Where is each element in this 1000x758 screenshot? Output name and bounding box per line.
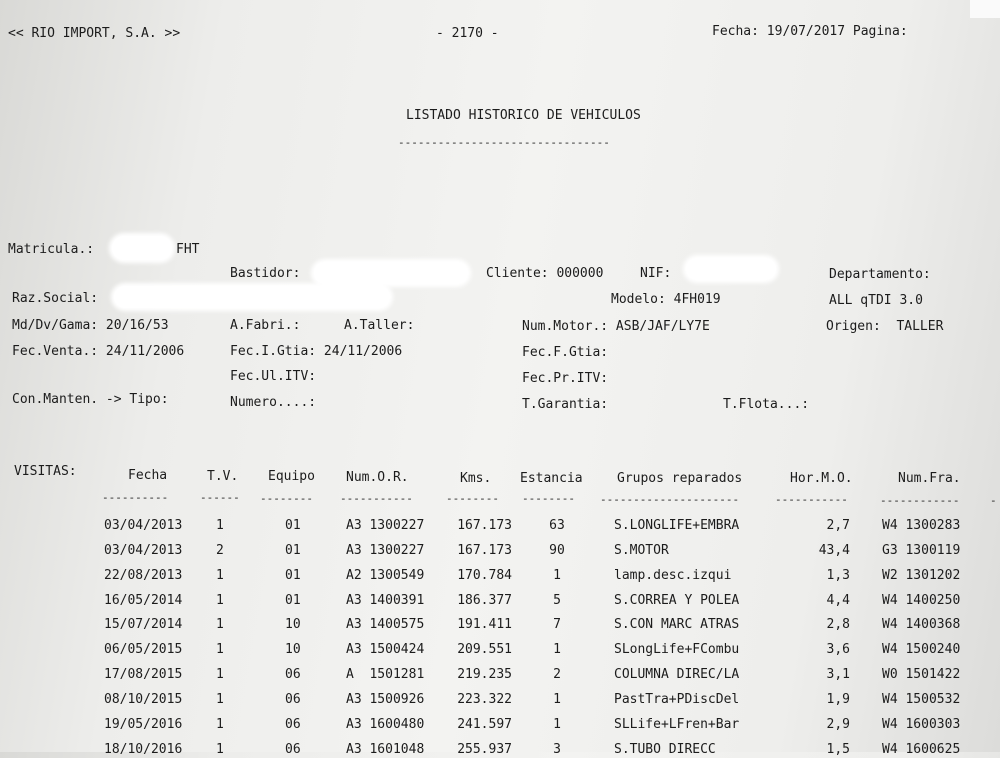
cell-equipo: 01: [285, 592, 301, 608]
origen-field: Origen: TALLER: [826, 319, 944, 334]
cell-grupos: S.TUBO DIRECC: [614, 741, 716, 757]
fec-venta-field: Fec.Venta.: 24/11/2006: [12, 344, 185, 359]
redacted-plate: [112, 236, 172, 260]
cell-grupos: S.CORREA Y POLEA: [614, 592, 740, 608]
col-equipo: Equipo: [268, 469, 315, 484]
cell-kms: 186.377: [457, 592, 512, 608]
cell-tv: 1: [216, 617, 224, 633]
cell-grupos: COLUMNA DIREC/LA: [614, 667, 740, 683]
col-num-fra: Num.Fra.: [898, 471, 961, 486]
cell-equipo: 01: [285, 567, 301, 583]
matricula-suffix: FHT: [176, 242, 200, 257]
num-motor-field: Num.Motor.: ASB/JAF/LY7E: [522, 319, 710, 334]
report-title: LISTADO HISTORICO DE VEHICULOS: [406, 108, 641, 123]
cell-fecha: 18/10/2016: [104, 741, 183, 757]
departamento-label: Departamento:: [829, 267, 931, 282]
underline-tv: ------: [200, 491, 240, 504]
cell-kms: 241.597: [457, 716, 512, 732]
raz-social-label: Raz.Social:: [12, 291, 99, 306]
cell-num-fra: W4 1500532: [882, 691, 961, 707]
underline-edge: -: [990, 494, 997, 507]
cell-fecha: 15/07/2014: [104, 617, 183, 633]
t-garantia-label: T.Garantia:: [522, 397, 609, 412]
col-fecha: Fecha: [128, 468, 168, 483]
fec-pr-itv-label: Fec.Pr.ITV:: [522, 371, 609, 386]
cell-hor-mo: 3,1: [826, 667, 850, 683]
cell-tv: 1: [216, 716, 224, 732]
cell-fecha: 03/04/2013: [104, 518, 183, 533]
nif-label: NIF:: [640, 266, 672, 281]
cell-num-fra: W4 1400250: [882, 592, 961, 608]
cell-fecha: 16/05/2014: [104, 592, 183, 608]
cell-tv: 1: [216, 642, 224, 658]
cell-equipo: 01: [285, 542, 301, 558]
cell-num-fra: W4 1400368: [882, 617, 961, 633]
cell-fecha: 08/10/2015: [104, 691, 183, 707]
visitas-label: VISITAS:: [14, 464, 77, 479]
cell-hor-mo: 2,7: [826, 518, 850, 533]
cell-hor-mo: 1,3: [826, 567, 850, 583]
cell-num-fra: W0 1501422: [882, 667, 961, 683]
col-estancia: Estancia: [520, 471, 583, 486]
underline-hor-mo: -----------: [775, 493, 848, 506]
cell-equipo: 10: [285, 617, 301, 633]
cell-estancia: 3: [553, 741, 561, 757]
cell-kms: 209.551: [457, 642, 512, 658]
cell-grupos: S.CON MARC ATRAS: [614, 617, 740, 633]
cell-num-or: A3 1400391: [346, 592, 425, 608]
cell-num-or: A3 1400575: [346, 617, 425, 633]
bastidor-label: Bastidor:: [230, 266, 301, 281]
report-date: Fecha: 19/07/2017 Pagina:: [712, 24, 908, 39]
cell-equipo: 10: [285, 642, 301, 658]
col-num-or: Num.O.R.: [346, 470, 409, 485]
cell-tv: 1: [216, 592, 224, 608]
numero-label: Numero....:: [230, 395, 317, 410]
cell-tv: 1: [216, 518, 224, 533]
cell-kms: 167.173: [457, 542, 512, 558]
cell-num-fra: W4 1500240: [882, 642, 961, 658]
cell-estancia: 1: [553, 691, 561, 707]
col-hor-mo: Hor.M.O.: [790, 471, 853, 486]
cell-estancia: 5: [553, 592, 561, 608]
con-manten-label: Con.Manten. -> Tipo:: [12, 392, 169, 407]
cell-hor-mo: 3,6: [826, 642, 850, 658]
col-kms: Kms.: [460, 471, 492, 486]
cell-hor-mo: 4,4: [826, 592, 850, 608]
cell-num-or: A3 1600480: [346, 716, 425, 732]
paper-corner: [970, 0, 1000, 18]
cell-estancia: 2: [553, 667, 561, 683]
cell-num-or: A 1501281: [346, 667, 425, 683]
underline-fecha: ----------: [102, 491, 169, 504]
cell-hor-mo: 2,9: [826, 716, 850, 732]
cell-estancia: 1: [553, 642, 561, 658]
cell-num-or: A3 1300227: [346, 518, 425, 533]
cell-fecha: 03/04/2013: [104, 542, 183, 558]
cell-kms: 170.784: [457, 567, 512, 583]
cell-kms: 219.235: [457, 667, 512, 683]
cell-num-fra: G3 1300119: [882, 542, 961, 558]
cell-estancia: 1: [553, 567, 561, 583]
col-tv: T.V.: [207, 469, 239, 484]
underline-grupos: ---------------------: [600, 493, 740, 506]
cell-grupos: S.MOTOR: [614, 542, 669, 558]
cell-grupos: PastTra+PDiscDel: [614, 691, 740, 707]
cell-tv: 2: [216, 542, 224, 558]
cell-num-or: A3 1500424: [346, 642, 425, 658]
underline-estancia: --------: [522, 492, 575, 505]
cliente-field: Cliente: 000000: [486, 266, 604, 281]
cell-tv: 1: [216, 567, 224, 583]
cell-num-or: A3 1500926: [346, 691, 425, 707]
cell-num-fra: W4 1300283: [882, 518, 961, 533]
cell-estancia: 1: [553, 716, 561, 732]
cell-hor-mo: 43,4: [818, 542, 850, 558]
cell-grupos: lamp.desc.izqui: [614, 567, 732, 583]
cell-equipo: 01: [285, 518, 301, 533]
cell-grupos: SLongLife+FCombu: [614, 642, 740, 658]
page-code: - 2170 -: [436, 26, 499, 41]
cell-kms: 223.322: [457, 691, 512, 707]
fec-f-gtia-label: Fec.F.Gtia:: [522, 345, 609, 360]
redacted-raz-social: [114, 286, 390, 308]
cell-equipo: 06: [285, 716, 301, 732]
cell-equipo: 06: [285, 667, 301, 683]
cell-hor-mo: 1,9: [826, 691, 850, 707]
modelo-description: ALL qTDI 3.0: [829, 293, 923, 308]
fec-i-gtia-field: Fec.I.Gtia: 24/11/2006: [230, 344, 403, 359]
md-dv-gama-field: Md/Dv/Gama: 20/16/53: [12, 318, 169, 333]
cell-kms: 191.411: [457, 617, 512, 633]
title-underline: --------------------------------: [398, 136, 610, 149]
redacted-bastidor: [314, 262, 468, 284]
modelo-field: Modelo: 4FH019: [611, 292, 721, 307]
cell-fecha: 22/08/2013: [104, 567, 183, 583]
col-grupos: Grupos reparados: [617, 471, 743, 486]
redacted-nif: [686, 258, 776, 280]
fec-ul-itv-label: Fec.Ul.ITV:: [230, 369, 317, 384]
cell-grupos: S.LONGLIFE+EMBRA: [614, 518, 740, 533]
cell-estancia: 7: [553, 617, 561, 633]
cell-fecha: 19/05/2016: [104, 716, 183, 732]
cell-num-or: A3 1601048: [346, 741, 425, 757]
matricula-label: Matricula.:: [8, 242, 95, 257]
a-fabri-label: A.Fabri.:: [230, 318, 301, 333]
cell-equipo: 06: [285, 741, 301, 757]
cell-hor-mo: 2,8: [826, 617, 850, 633]
a-taller-label: A.Taller:: [344, 318, 415, 333]
cell-num-fra: W4 1600625: [882, 741, 961, 757]
underline-num-or: -----------: [340, 492, 413, 505]
cell-num-fra: W2 1301202: [882, 567, 961, 583]
cell-tv: 1: [216, 741, 224, 757]
cell-tv: 1: [216, 667, 224, 683]
cell-grupos: SLLife+LFren+Bar: [614, 716, 740, 732]
cell-num-fra: W4 1600303: [882, 716, 961, 732]
cell-hor-mo: 1,5: [826, 741, 850, 757]
cell-num-or: A2 1300549: [346, 567, 425, 583]
cell-kms: 167.173: [457, 518, 512, 533]
cell-estancia: 90: [549, 542, 565, 558]
cell-fecha: 06/05/2015: [104, 642, 183, 658]
t-flota-label: T.Flota...:: [723, 397, 810, 412]
underline-num-fra: ------------: [880, 494, 960, 507]
company-header: << RIO IMPORT, S.A. >>: [8, 26, 181, 41]
underline-equipo: --------: [260, 492, 313, 505]
cell-num-or: A3 1300227: [346, 542, 425, 558]
cell-tv: 1: [216, 691, 224, 707]
underline-kms: --------: [446, 492, 499, 505]
cell-estancia: 63: [549, 518, 565, 533]
cell-fecha: 17/08/2015: [104, 667, 183, 683]
cell-kms: 255.937: [457, 741, 512, 757]
cell-equipo: 06: [285, 691, 301, 707]
